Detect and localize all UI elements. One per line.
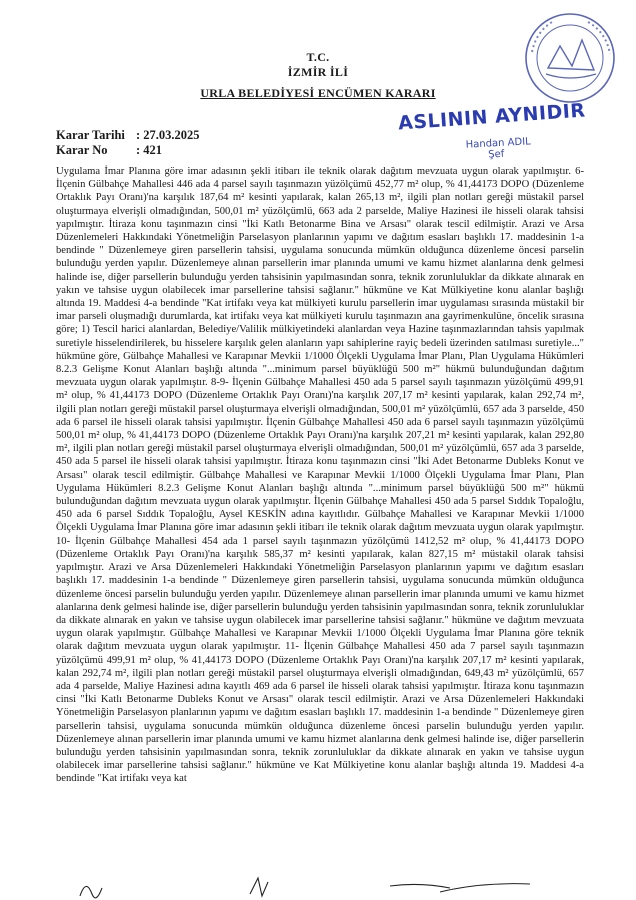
decision-no-row (56, 143, 200, 158)
header-line-tc: T.C. (306, 50, 330, 64)
decision-no-label: Karar No (56, 143, 108, 157)
document-header (0, 50, 636, 102)
header-line-title: URLA BELEDİYESİ ENCÜMEN KARARI (200, 86, 436, 100)
decision-meta (56, 128, 200, 158)
signer-block (465, 136, 531, 161)
decision-date-label: Karar Tarihi (56, 128, 125, 142)
decision-no-value: : 421 (136, 143, 163, 157)
signer-title: Şef (488, 148, 505, 161)
header-line-province: İZMİR İLİ (287, 65, 349, 79)
decision-date-row (56, 128, 200, 143)
decision-body-text: Uygulama İmar Planına göre imar adasının şekli itibarı ile teknik olarak dağıtım mevzuata uygun olarak yapılmıştır. 6- İlçenin Gülbahçe Mahallesi 446 ada 4 parsel sayılı taşınmazın yüzölçümü 452,77 m² olup, % 41,44173 DOPO (Düzenleme Ortaklık Payı Oranı)'na karşılık 187,64 m² kesinti yapılarak, kalan 265,13 m², ilgili plan notları gereği müstakil parsel oluşturmaya elverişli olmadığından, 500,01 m² yüzölçümlü, 663 ada 2 parselde, Maliye Hazinesi ile hisseli olarak tahsisi yapılmıştır. İtiraza konu taşınmazın cinsi "İki Katlı Betonarme Bina ve Arsası" olarak tescil edilmiştir. Arazi ve Arsa Düzenlemeleri Hakkındaki Yönetmeliğin Parselasyon planlarının yapımı ve dağıtım esasları başlıklı 17. maddesinin 1-a bendinde " Düzenlemeye giren parsellerin tahsisi, uygulama sonucunda mümkün olduğunca düzenleme öncesi parselin bulunduğu yerden yapılır. Düzenlemeye alınan parsellerin imar planında umumi ve kamu hizmet alanlarına denk gelmesi halinde ise, diğer parsellerin bulunduğu yerden tahsisinin yapılmasından sonra, teknik zorunluluklar da dikkate alınarak en yakın ve tahsise uygun olabilecek imar parsellerine tahsisi sağlanır." hükmüne ve Kat Mülkiyetine konu alanlar başlığı altında 19. Maddesi 4-a bendinde "Kat irtifakı veya kat mülkiyeti kurulu parsellerin imar uygulaması sırasında müstakil bir imar parseli oluşmadığı durumlarda, kat irtifakı veya kat mülkiyeti kurulu taşınmazın ana gayrimenkulüne, öncelik sırasına göre; 1) Tescil harici alanlardan, Belediye/Valilik mülkiyetindeki alanlardan veya Hazine taşınmazlarından tahsis yapılmak suretiyle hisselendirilerek, bu hisselere karşılık gelen alanların yapı sahiplerine rayiç bedeli üzerinden satılması suretiyle..." hükmüne göre, Gülbahçe Mahallesi ve Karapınar Mevkii 1/1000 Ölçekli Uygulama İmar Planı, Plan Uygulama Hükümleri 8.2.3 Gelişme Konut Alanları başlığı altında "...minimum parsel büyüklüğü 500 m²" hükmü bulunduğundan dağıtım mevzuata uygun olarak yapılmıştır. 8-9- İlçenin Gülbahçe Mahallesi 450 ada 5 parsel sayılı taşınmazın yüzölçümü 499,91 m² olup, % 41,44173 DOPO (Düzenleme Ortaklık Payı Oranı)'na karşılık 207,17 m² kesinti yapılarak, kalan 292,74 m², ilgili plan notları gereği müstakil parsel oluşturmaya elverişli olmadığından, 500,01 m² yüzölçümlü, 657 ada 3 parselde, 450 ada 6 parsel ile hisseli olarak tahsisi yapılmıştır. İlçenin Gülbahçe Mahallesi 450 ada 6 parsel sayılı taşınmazın yüzölçümü 500,01 m² olup, % 41,44173 DOPO (Düzenleme Ortaklık Payı Oranı)'na karşılık 207,21 m² kesinti yapılarak, kalan 292,80 m², ilgili plan notları gereği müstakil parsel oluşturmaya elverişli olmadığından, 500,01 m² yüzölçümlü, 657 ada 3 parselde, 450 ada 5 parsel ile hisseli olarak tahsisi yapılmıştır. İtiraza konu taşınmazın cinsi "İki Adet Betonarme Dubleks Konut ve Arsası" olarak tescil edilmiştir. Gülbahçe Mahallesi ve Karapınar Mevkii 1/1000 Ölçekli Uygulama İmar Planı, Plan Uygulama Hükümleri 8.2.3 Gelişme Konut Alanları başlığı altında "...minimum parsel büyüklüğü 500 m²" hükmü bulunduğundan dağıtım mevzuata uygun olarak yapılmıştır. İlçenin Gülbahçe Mahallesi 450 ada 5 parsel Sıddık Topaloğlu, 450 ada 6 parsel Sıddık Topaloğlu, Aysel KESKİN adına kayıtlıdır. Gülbahçe Mahallesi ve Karapınar Mevkii 1/1000 Ölçekli Uygulama İmar Planına göre imar adasının şekli itibarı ile teknik olarak dağıtım mevzuata uygun olarak yapılmıştır. 10- İlçenin Gülbahçe Mahallesi 454 ada 1 parsel sayılı taşınmazın yüzölçümü 1412,52 m² olup, % 41,44173 DOPO (Düzenleme Ortaklık Payı Oranı)'na karşılık 585,37 m² kesinti yapılarak, kalan 827,15 m² müstakil olarak tahsisi yapılmıştır. Arazi ve Arsa Düzenlemeleri Hakkındaki Yönetmeliğin Parselasyon planlarının yapımı ve dağıtım esasları başlıklı 17. maddesinin 1-a bendinde " Düzenlemeye giren parsellerin tahsisi, uygulama sonucunda mümkün olduğunca düzenleme öncesi parselin bulunduğu yerden yapılır. Düzenlemeye alınan parsellerin imar planında umumi ve kamu hizmet alanlarına denk gelmesi halinde ise, diğer parsellerin bulunduğu yerden tahsisinin yapılmasından sonra, teknik zorunluluklar da dikkate alınarak en yakın ve tahsise uygun olabilecek imar parsellerine tahsisi sağlanır." hükmüne ve dağıtım mevzuata uygun olarak yapılmıştır. Gülbahçe Mahallesi ve Karapınar Mevkii 1/1000 Ölçekli Uygulama İmar Planına göre teknik olarak dağıtım mevzuata uygun olarak yapılmıştır. 11- İlçenin Gülbahçe Mahallesi 450 ada 7 parsel sayılı taşınmazın yüzölçümü 499,91 m² olup, % 41,44173 DOPO (Düzenleme Ortaklık Payı Oranı)'na karşılık 207,17 m² kesinti yapılarak, kalan 292,74 m², ilgili plan notları gereği müstakil parsel oluşturmaya elverişli olmadığından, 649,43 m² yüzölçümlü, 657 ada 4 parselde, Maliye Hazinesi adına kayıtlı 469 ada 6 parsel ile hisseli olarak tahsisi yapılmıştır. İtiraza konu taşınmazın cinsi "İki Katlı Betonarme Dubleks Konut ve Arsası" olarak tescil edilmiştir. Arazi ve Arsa Düzenlemeleri Hakkındaki Yönetmeliğin Parselasyon planlarının yapımı ve dağıtım esasları başlıklı 17. maddesinin 1-a bendinde " Düzenlemeye giren parsellerin tahsisi, uygulama sonucunda mümkün olduğunca düzenleme öncesi parselin bulunduğu yerden yapılır. Düzenlemeye alınan parsellerin imar planında umumi ve kamu hizmet alanlarına denk gelmesi halinde ise, diğer parsellerin bulunduğu yerden tahsisinin yapılmasından sonra, teknik zorunluluklar da dikkate alınarak en yakın ve tahsise uygun olabilecek imar parsellerine tahsisi sağlanır." hükmüne ve Kat Mülkiyetine konu alanlar başlığı altında 19. Maddesi 4-a bendinde "Kat irtifakı veya kat (56, 166, 584, 785)
signer-name: Handan ADIL (465, 136, 532, 151)
decision-date-value: : 27.03.2025 (136, 128, 200, 142)
certified-copy-stamp: ASLININ AYNIDIR (397, 99, 587, 135)
signature-marks-icon (60, 872, 580, 900)
